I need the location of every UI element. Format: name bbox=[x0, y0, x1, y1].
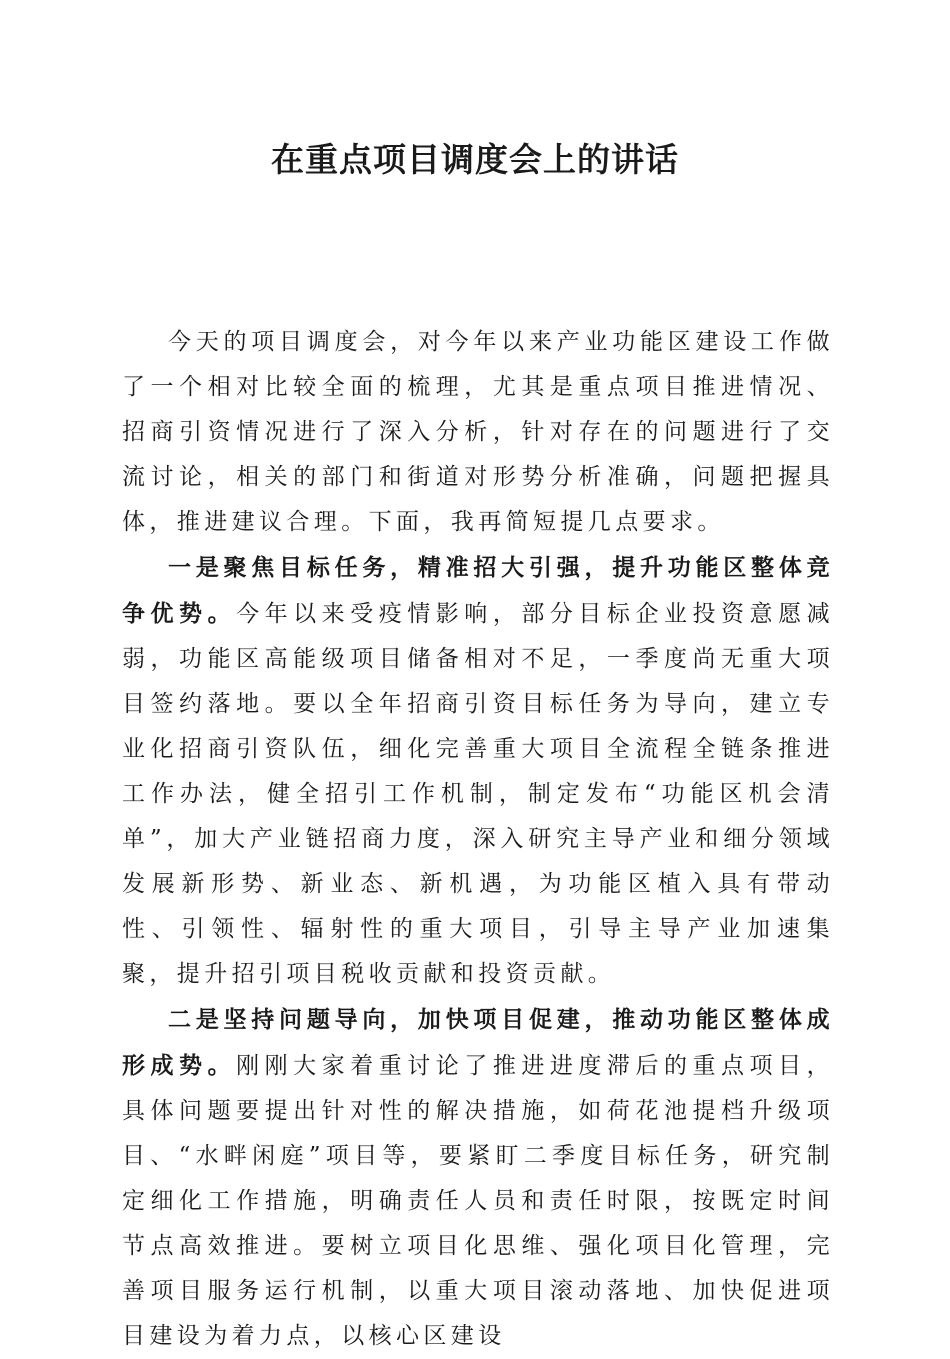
document-title: 在重点项目调度会上的讲话 bbox=[271, 140, 679, 179]
paragraph-lead: 二是坚持问题导向，加快项目促建，推动功能区整体成形成势。 bbox=[122, 1006, 834, 1079]
paragraph-point-one bbox=[122, 545, 834, 997]
paragraph-intro bbox=[122, 319, 834, 545]
paragraph-point-two bbox=[122, 997, 834, 1359]
paragraph-text: 今天的项目调度会，对今年以来产业功能区建设工作做了一个相对比较全面的梳理，尤其是重点项目推进情况、招商引资情况进行了深入分析，针对存在的问题进行了交流讨论，相关的部门和街道对形势分析准确，问题把握具体，推进建议合理。下面，我再简短提几点要求。 bbox=[122, 329, 834, 535]
paragraph-text: 刚刚大家着重讨论了推进进度滞后的重点项目，具体问题要提出针对性的解决措施，如荷花池提档升级项目、“水畔闲庭”项目等，要紧盯二季度目标任务，研究制定细化工作措施，明确责任人员和责任时限，按既定时间节点高效推进。要树立项目化思维、强化项目化管理，完善项目服务运行机制，以重大项目滚动落地、加快促进项目建设为着力点，以核心区建设 bbox=[122, 1053, 834, 1349]
paragraph-lead: 一是聚焦目标任务，精准招大引强，提升功能区整体竞争优势。 bbox=[122, 554, 834, 627]
paragraph-text: 今年以来受疫情影响，部分目标企业投资意愿减弱，功能区高能级项目储备相对不足，一季度尚无重大项目签约落地。要以全年招商引资目标任务为导向，建立专业化招商引资队伍，细化完善重大项目全流程全链条推进工作办法，健全招引工作机制，制定发布“功能区机会清单”，加大产业链招商力度，深入研究主导产业和细分领域发展新形势、新业态、新机遇，为功能区植入具有带动性、引领性、辐射性的重大项目，引导主导产业加速集聚，提升招引项目税收贡献和投资贡献。 bbox=[122, 601, 834, 987]
document-body bbox=[122, 319, 834, 1359]
